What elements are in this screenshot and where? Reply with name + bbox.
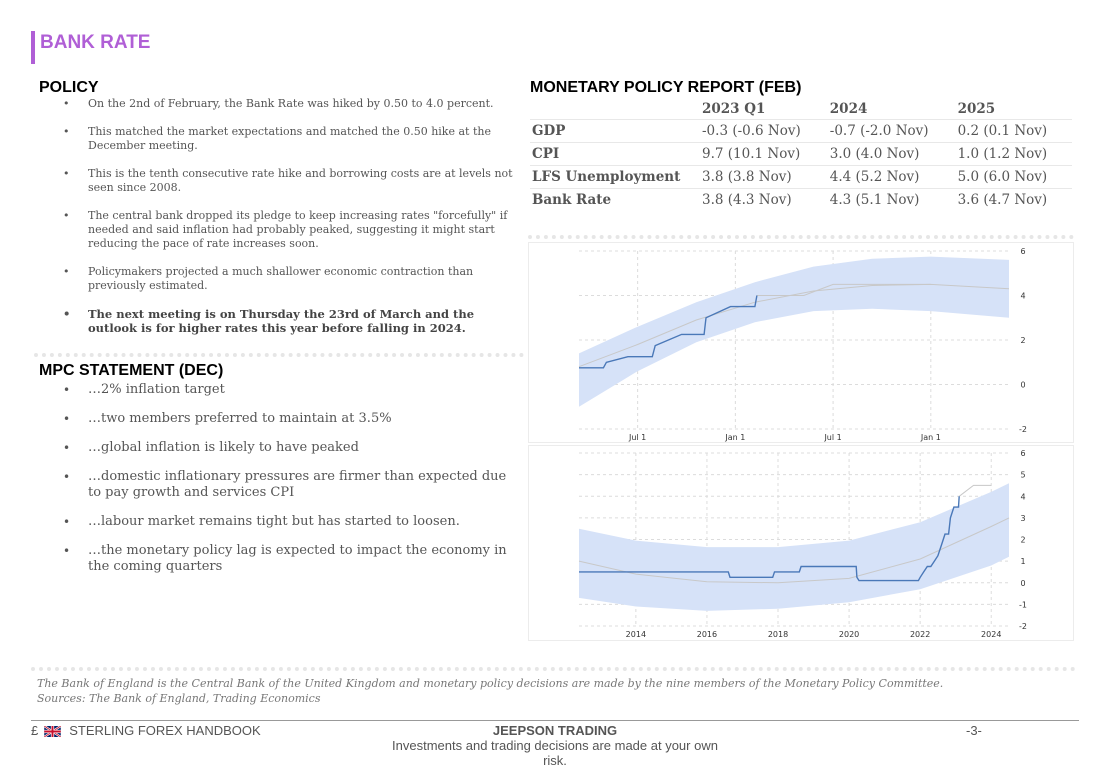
policy-heading: POLICY [39, 79, 99, 96]
y-tick-label: -1 [1019, 600, 1027, 610]
policy-item: • The central bank dropped its pledge to keep increasing rates "forcefully" if needed and said inflation had probably peaked, suggesting it might start reducing the pace of rate increases soon. [40, 209, 520, 251]
y-tick-label: 3 [1020, 513, 1026, 523]
mpr-col-header [530, 99, 700, 120]
mpc-heading: MPC STATEMENT (DEC) [39, 362, 224, 379]
footnote-description: The Bank of England is the Central Bank of the United Kingdom and monetary policy decisions are made by the nine members of the Monetary Policy Committee. [37, 677, 944, 690]
row-label: GDP [530, 120, 700, 143]
mpc-item: • …2% inflation target [40, 382, 520, 398]
table-row [530, 120, 1072, 143]
mpr-col-header: 2024 [829, 101, 868, 117]
section-divider [34, 353, 524, 357]
mpc-list [40, 382, 520, 588]
table-cell: 3.8 (3.8 Nov) [700, 166, 828, 189]
policy-item: • This matched the market expectations and matched the 0.50 hike at the December meeting. [40, 125, 520, 153]
x-tick-label: Jul 1 [628, 433, 647, 442]
disclaimer: Investments and trading decisions are made at your own risk. [392, 738, 718, 768]
table-cell: 4.4 (5.2 Nov) [828, 166, 956, 189]
table-cell: -0.7 (-2.0 Nov) [828, 120, 956, 143]
policy-item-next-meeting: • The next meeting is on Thursday the 23rd of March and the outlook is for higher rates this year before falling in 2024. [40, 307, 520, 335]
table-cell: 3.0 (4.0 Nov) [828, 143, 956, 166]
table-cell: 0.2 (0.1 Nov) [956, 120, 1072, 143]
mpc-item: • …two members preferred to maintain at 3.5% [40, 411, 520, 427]
handbook-title: STERLING FOREX HANDBOOK [69, 723, 261, 738]
table-cell: 9.7 (10.1 Nov) [700, 143, 828, 166]
y-tick-label: 2 [1020, 535, 1026, 545]
y-tick-label: 4 [1020, 492, 1026, 502]
footnote-sources: Sources: The Bank of England, Trading Economics [37, 692, 321, 705]
y-tick-label: 5 [1020, 470, 1026, 480]
y-tick-label: 1 [1020, 557, 1026, 567]
y-tick-label: 6 [1020, 247, 1026, 256]
mpr-col-header: 2025 [957, 101, 996, 117]
y-tick-label: -2 [1019, 622, 1027, 631]
footer-brand [380, 723, 730, 768]
x-tick-label: 2020 [838, 630, 860, 639]
policy-item: • Policymakers projected a much shallower economic contraction than previously estimated. [40, 265, 520, 293]
policy-list [40, 97, 520, 349]
table-row [530, 166, 1072, 189]
chart-svg [529, 446, 1075, 642]
confidence-band [579, 257, 1009, 407]
footer-handbook [31, 723, 261, 738]
table-cell: 4.3 (5.1 Nov) [828, 189, 956, 212]
x-tick-label: Jul 1 [824, 433, 842, 442]
confidence-band [579, 483, 1009, 611]
y-tick-label: 0 [1020, 578, 1026, 588]
y-tick-label: 0 [1020, 380, 1026, 390]
bank-rate-history-chart [528, 445, 1074, 641]
y-tick-label: 4 [1020, 291, 1026, 301]
mpc-item: • …domestic inflationary pressures are firmer than expected due to pay growth and services CPI [40, 469, 520, 501]
policy-item: • This is the tenth consecutive rate hike and borrowing costs are at levels not seen since 2008. [40, 167, 520, 195]
mpr-table [530, 99, 1072, 212]
row-label: CPI [530, 143, 700, 166]
brand-name: JEEPSON TRADING [492, 723, 618, 738]
policy-item: • On the 2nd of February, the Bank Rate was hiked by 0.50 to 4.0 percent. [40, 97, 520, 111]
table-cell: 3.8 (4.3 Nov) [700, 189, 828, 212]
pound-sign: £ [31, 723, 39, 738]
title-accent-bar [31, 31, 35, 64]
row-label: LFS Unemployment [530, 166, 700, 189]
x-tick-label: 2014 [625, 630, 647, 639]
table-cell: -0.3 (-0.6 Nov) [700, 120, 828, 143]
mpc-item: • …labour market remains tight but has started to loosen. [40, 514, 520, 530]
mpc-item: • …the monetary policy lag is expected to impact the economy in the coming quarters [40, 543, 520, 575]
mpr-col-header: 2023 Q1 [702, 101, 766, 117]
table-cell: 3.6 (4.7 Nov) [956, 189, 1072, 212]
mpr-header-row [530, 99, 1072, 120]
section-divider [528, 235, 1074, 239]
x-tick-label: Jan 1 [920, 433, 941, 442]
table-cell: 1.0 (1.2 Nov) [956, 143, 1072, 166]
table-row [530, 143, 1072, 166]
x-tick-label: 2024 [981, 630, 1002, 639]
mpc-item: • …global inflation is likely to have peaked [40, 440, 520, 456]
x-tick-label: Jan 1 [725, 433, 746, 442]
y-tick-label: 6 [1020, 449, 1026, 458]
bank-rate-forecast-chart [528, 242, 1074, 443]
y-tick-label: -2 [1019, 425, 1027, 434]
page-number: -3- [966, 723, 982, 738]
x-tick-label: 2018 [767, 630, 789, 639]
y-tick-label: 2 [1020, 336, 1026, 345]
x-tick-label: 2016 [696, 630, 718, 639]
uk-flag-icon [44, 725, 61, 736]
page-title: BANK RATE [40, 32, 151, 53]
table-row [530, 189, 1072, 212]
footnote [37, 676, 1037, 706]
footer-divider [31, 720, 1079, 721]
mpr-heading: MONETARY POLICY REPORT (FEB) [530, 79, 802, 96]
chart-svg [529, 243, 1075, 444]
section-divider [31, 667, 1076, 671]
x-tick-label: 2022 [909, 630, 931, 639]
row-label: Bank Rate [530, 189, 700, 212]
table-cell: 5.0 (6.0 Nov) [956, 166, 1072, 189]
